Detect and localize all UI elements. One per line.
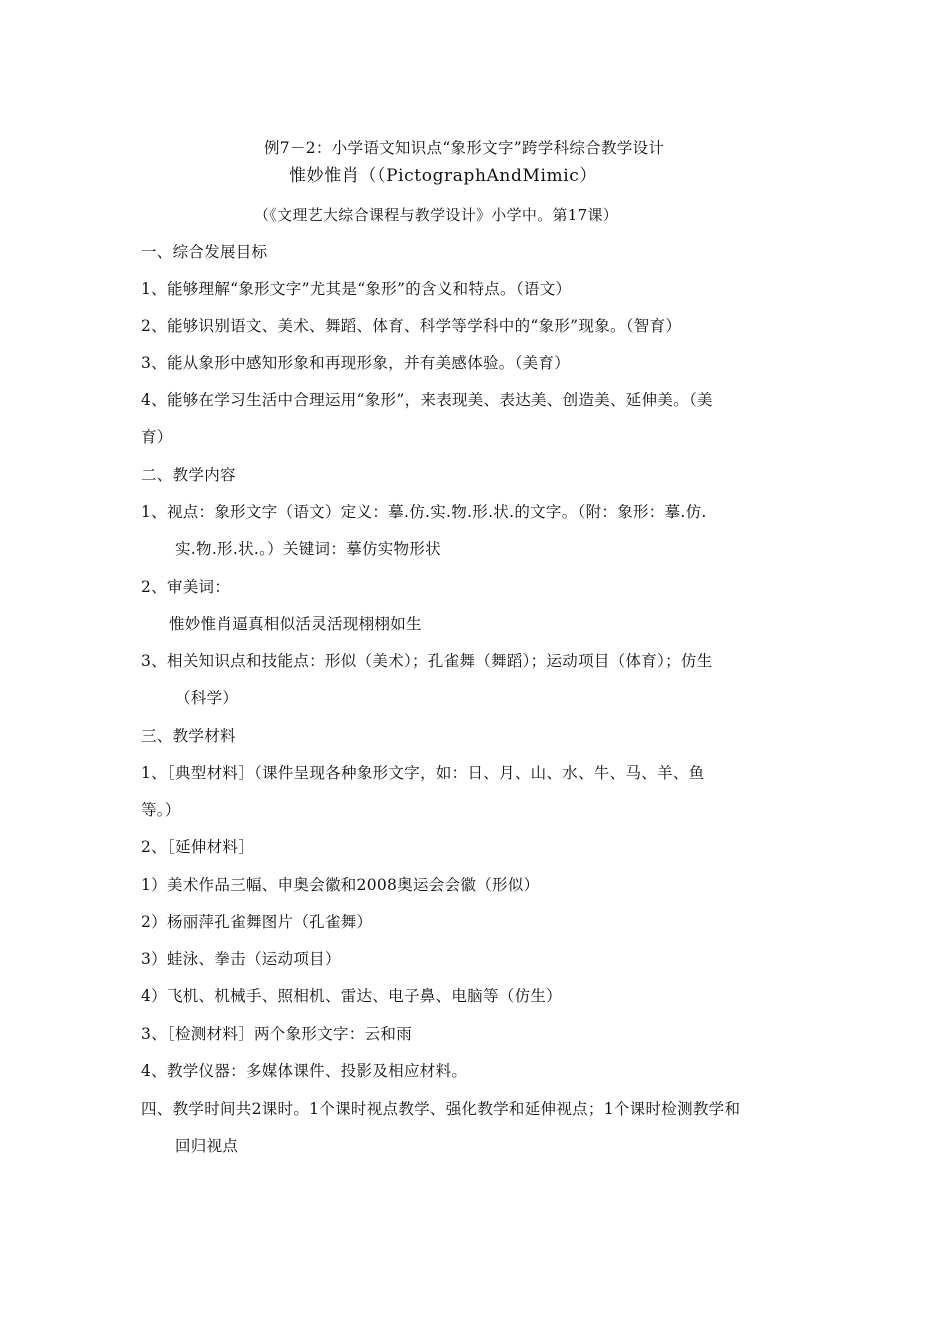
document-title: 例7－2：小学语文知识点“象形文字”跨学科综合教学设计 (264, 139, 665, 157)
goal-item-4: 4、能够在学习生活中合理运用“象形”，来表现美、表达美、创造美、延伸美。（美 (141, 391, 713, 409)
material-sub-item-4: 4）飞机、机械手、照相机、雷达、电子鼻、电脑等（仿生） (141, 987, 562, 1005)
document-subtitle: 惟妙惟肖（（PictographAndMimic） (289, 166, 597, 186)
content-item-3: 3、相关知识点和技能点：形似（美术）；孔雀舞（舞蹈）；运动项目（体育）；仿生 (141, 652, 713, 670)
material-item-2: 2、［延伸材料］ (141, 838, 255, 856)
content-item-3-continuation: （科学） (175, 689, 239, 707)
goal-item-4-continuation: 育） (141, 428, 173, 446)
content-item-1: 1、视点：象形文字（语文）定义：摹.仿.实.物.形.状.的文字。（附：象形：摹.仿. (141, 503, 707, 521)
material-item-1-continuation: 等。） (141, 801, 181, 819)
material-item-3: 3、［检测材料］两个象形文字：云和雨 (141, 1025, 413, 1043)
content-item-2: 2、审美词： (141, 578, 231, 596)
goal-item-2: 2、能够识别语文、美术、舞蹈、体育、科学等学科中的“象形”现象。（智育） (141, 317, 682, 335)
section-heading-materials: 三、教学材料 (141, 727, 236, 745)
document-source: （《文理艺大综合课程与教学设计》小学中。第17课） (254, 206, 619, 224)
section-heading-content: 二、教学内容 (141, 466, 236, 484)
material-sub-item-1: 1）美术作品三幅、申奥会徽和2008奥运会会徽（形似） (141, 876, 540, 894)
section-teaching-time: 四、教学时间共2课时。1个课时视点教学、强化教学和延伸视点；1个课时检测教学和 (141, 1100, 741, 1118)
material-item-4: 4、教学仪器：多媒体课件、投影及相应材料。 (141, 1062, 468, 1080)
aesthetic-words: 惟妙惟肖逼真相似活灵活现栩栩如生 (169, 615, 422, 633)
goal-item-3: 3、能从象形中感知形象和再现形象，并有美感体验。（美育） (141, 354, 571, 372)
material-sub-item-2: 2）杨丽萍孔雀舞图片（孔雀舞） (141, 913, 373, 931)
material-sub-item-3: 3）蛙泳、拳击（运动项目） (141, 950, 341, 968)
content-item-1-continuation: 实.物.形.状.。）关键词：摹仿实物形状 (175, 540, 441, 558)
section-heading-goals: 一、综合发展目标 (141, 243, 268, 261)
section-teaching-time-continuation: 回归视点 (175, 1137, 239, 1155)
material-item-1: 1、［典型材料］（课件呈现各种象形文字，如：日、月、山、水、牛、马、羊、鱼 (141, 764, 705, 782)
goal-item-1: 1、能够理解“象形文字”尤其是“象形”的含义和特点。（语文） (141, 280, 572, 298)
